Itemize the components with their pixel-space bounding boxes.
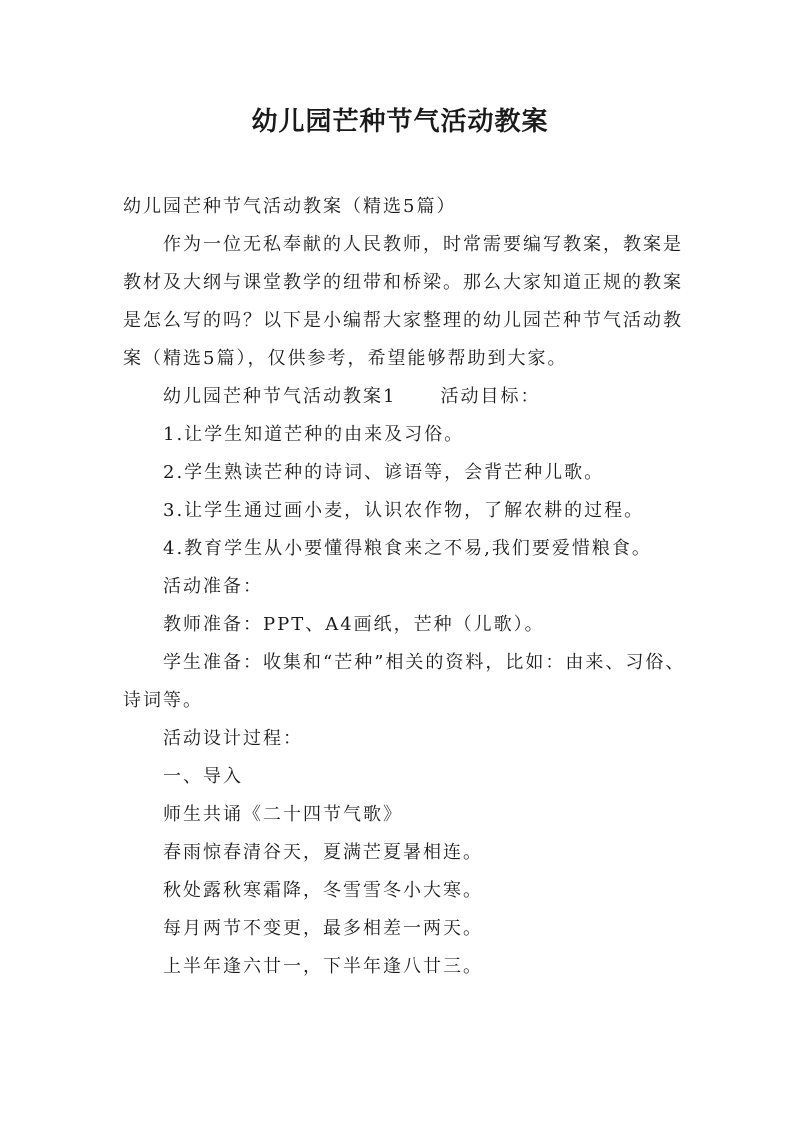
poem-line: 上半年逢六廿一，下半年逢八廿三。 <box>163 956 483 977</box>
poem-intro: 师生共诵《二十四节气歌》 <box>163 804 403 825</box>
goals-label: 活动目标： <box>440 386 541 407</box>
document-title: 幼儿园芒种节气活动教案 <box>251 107 549 137</box>
section-title: 幼儿园芒种节气活动教案1 <box>163 386 397 407</box>
student-prep: 学生准备：收集和“芒种”相关的资料，比如：由来、习俗、诗词等。 <box>123 652 686 711</box>
process-label: 活动设计过程： <box>163 728 303 749</box>
section-heading-line <box>123 378 695 416</box>
teacher-prep: 教师准备：PPT、A4画纸，芒种（儿歌）。 <box>163 614 545 635</box>
prep-label: 活动准备： <box>163 576 263 597</box>
goal-item: 4.教育学生从小要懂得粮食来之不易,我们要爱惜粮食。 <box>163 538 652 559</box>
document-body <box>123 188 695 986</box>
goal-item: 3.让学生通过画小麦，认识农作物，了解农耕的过程。 <box>163 500 645 521</box>
poem-line: 每月两节不变更，最多相差一两天。 <box>163 918 483 939</box>
intro-paragraph: 作为一位无私奉献的人民教师，时常需要编写教案，教案是教材及大纲与课堂教学的纽带和桥梁。那么大家知道正规的教案是怎么写的吗？以下是小编帮大家整理的幼儿园芒种节气活动教案（精选5篇），仅供参考，希望能够帮助到大家。 <box>123 234 683 369</box>
document-subtitle: 幼儿园芒种节气活动教案（精选5篇） <box>123 196 457 217</box>
step-heading: 一、导入 <box>163 766 243 787</box>
poem-line: 秋处露秋寒霜降，冬雪雪冬小大寒。 <box>163 880 483 901</box>
goal-item: 1.让学生知道芒种的由来及习俗。 <box>163 424 465 445</box>
goal-item: 2.学生熟读芒种的诗词、谚语等，会背芒种儿歌。 <box>163 462 605 483</box>
poem-line: 春雨惊春清谷天，夏满芒夏暑相连。 <box>163 842 483 863</box>
